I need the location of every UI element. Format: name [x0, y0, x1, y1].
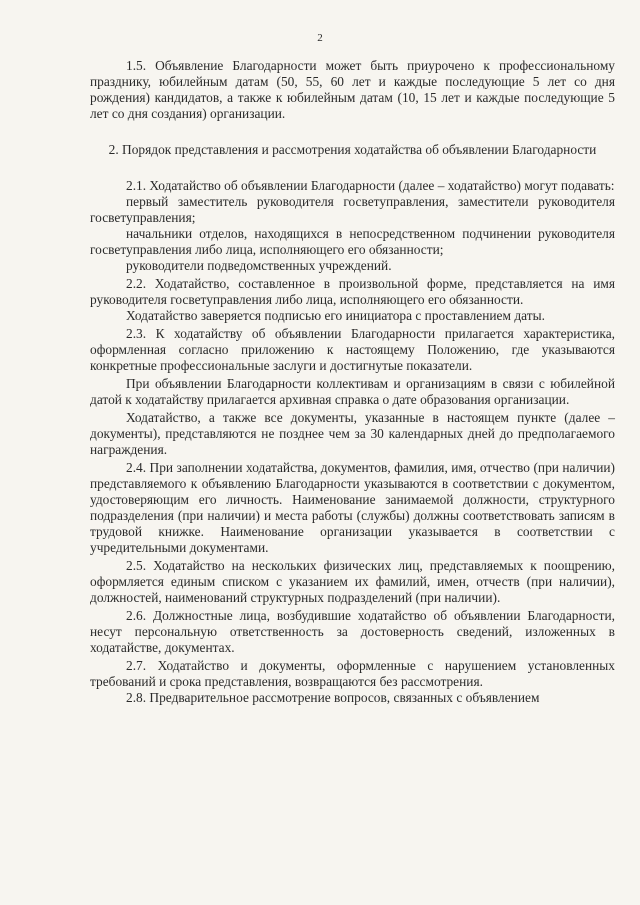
paragraph-2-1-item-c: руководители подведомственных учреждений.: [126, 258, 392, 273]
paragraph-2-4: 2.4. При заполнении ходатайства, документов, фамилия, имя, отчество (при наличии) представляемого к объявлению Благодарности указываются в соответствии с документом, удостоверяющим его личность. Наименование занимаемой должности, структурного подразделения (при наличии) и места работы (службы) должны соответствовать записям в трудовой книжке. Наименование организации указывается в соответствии с учредительными документами.: [90, 460, 615, 555]
page-number: 2: [317, 32, 323, 44]
paragraph-2-7: 2.7. Ходатайство и документы, оформленные с нарушением установленных требований и срока представления, возвращаются без рассмотрения.: [90, 658, 615, 689]
paragraph-2-6: 2.6. Должностные лица, возбудившие ходатайство об объявлении Благодарности, несут персональную ответственность за достоверность сведений, изложенных в ходатайстве, документах.: [90, 608, 615, 655]
paragraph-2-2-signature: Ходатайство заверяется подписью его инициатора с проставлением даты.: [126, 308, 545, 323]
paragraph-2-3: 2.3. К ходатайству об объявлении Благодарности прилагается характеристика, оформленная согласно приложению к настоящему Положению, где указываются конкретные профессиональные заслуги и достигнутые показатели.: [90, 326, 615, 373]
paragraph-2-3-deadline: Ходатайство, а также все документы, указанные в настоящем пункте (далее – документы), представляются не позднее чем за 30 календарных дней до предполагаемого награждения.: [90, 410, 615, 457]
paragraph-2-1: 2.1. Ходатайство об объявлении Благодарности (далее – ходатайство) могут подавать:: [126, 178, 615, 193]
paragraph-2-2: 2.2. Ходатайство, составленное в произвольной форме, представляется на имя руководителя госветуправления либо лица, исполняющего его обязанности.: [90, 276, 615, 307]
section-2-heading: 2. Порядок представления и рассмотрения ходатайства об объявлении Благодарности: [108, 142, 597, 157]
paragraph-2-8: 2.8. Предварительное рассмотрение вопросов, связанных с объявлением: [126, 690, 540, 705]
document-body: [90, 58, 615, 706]
paragraph-1-5: 1.5. Объявление Благодарности может быть приурочено к профессиональному празднику, юбилейным датам (50, 55, 60 лет и каждые последующие 5 лет со дня рождения) кандидатов, а также к юбилейным датам (10, 15 лет и каждые последующие 5 лет со дня создания) организации.: [90, 58, 615, 121]
paragraph-2-3-jubilee: При объявлении Благодарности коллективам и организациям в связи с юбилейной датой к ходатайству прилагается архивная справка о дате образования организации.: [90, 376, 615, 407]
paragraph-2-1-item-b: начальники отделов, находящихся в непосредственном подчинении руководителя госветуправления либо лица, исполняющего его обязанности;: [90, 226, 615, 257]
paragraph-2-5: 2.5. Ходатайство на нескольких физических лиц, представляемых к поощрению, оформляется единым списком с указанием их фамилий, имен, отчеств (при наличии), должностей, наименований структурных подразделений (при наличии).: [90, 558, 615, 605]
paragraph-2-1-item-a: первый заместитель руководителя госветуправления, заместители руководителя госветуправления;: [90, 194, 615, 225]
